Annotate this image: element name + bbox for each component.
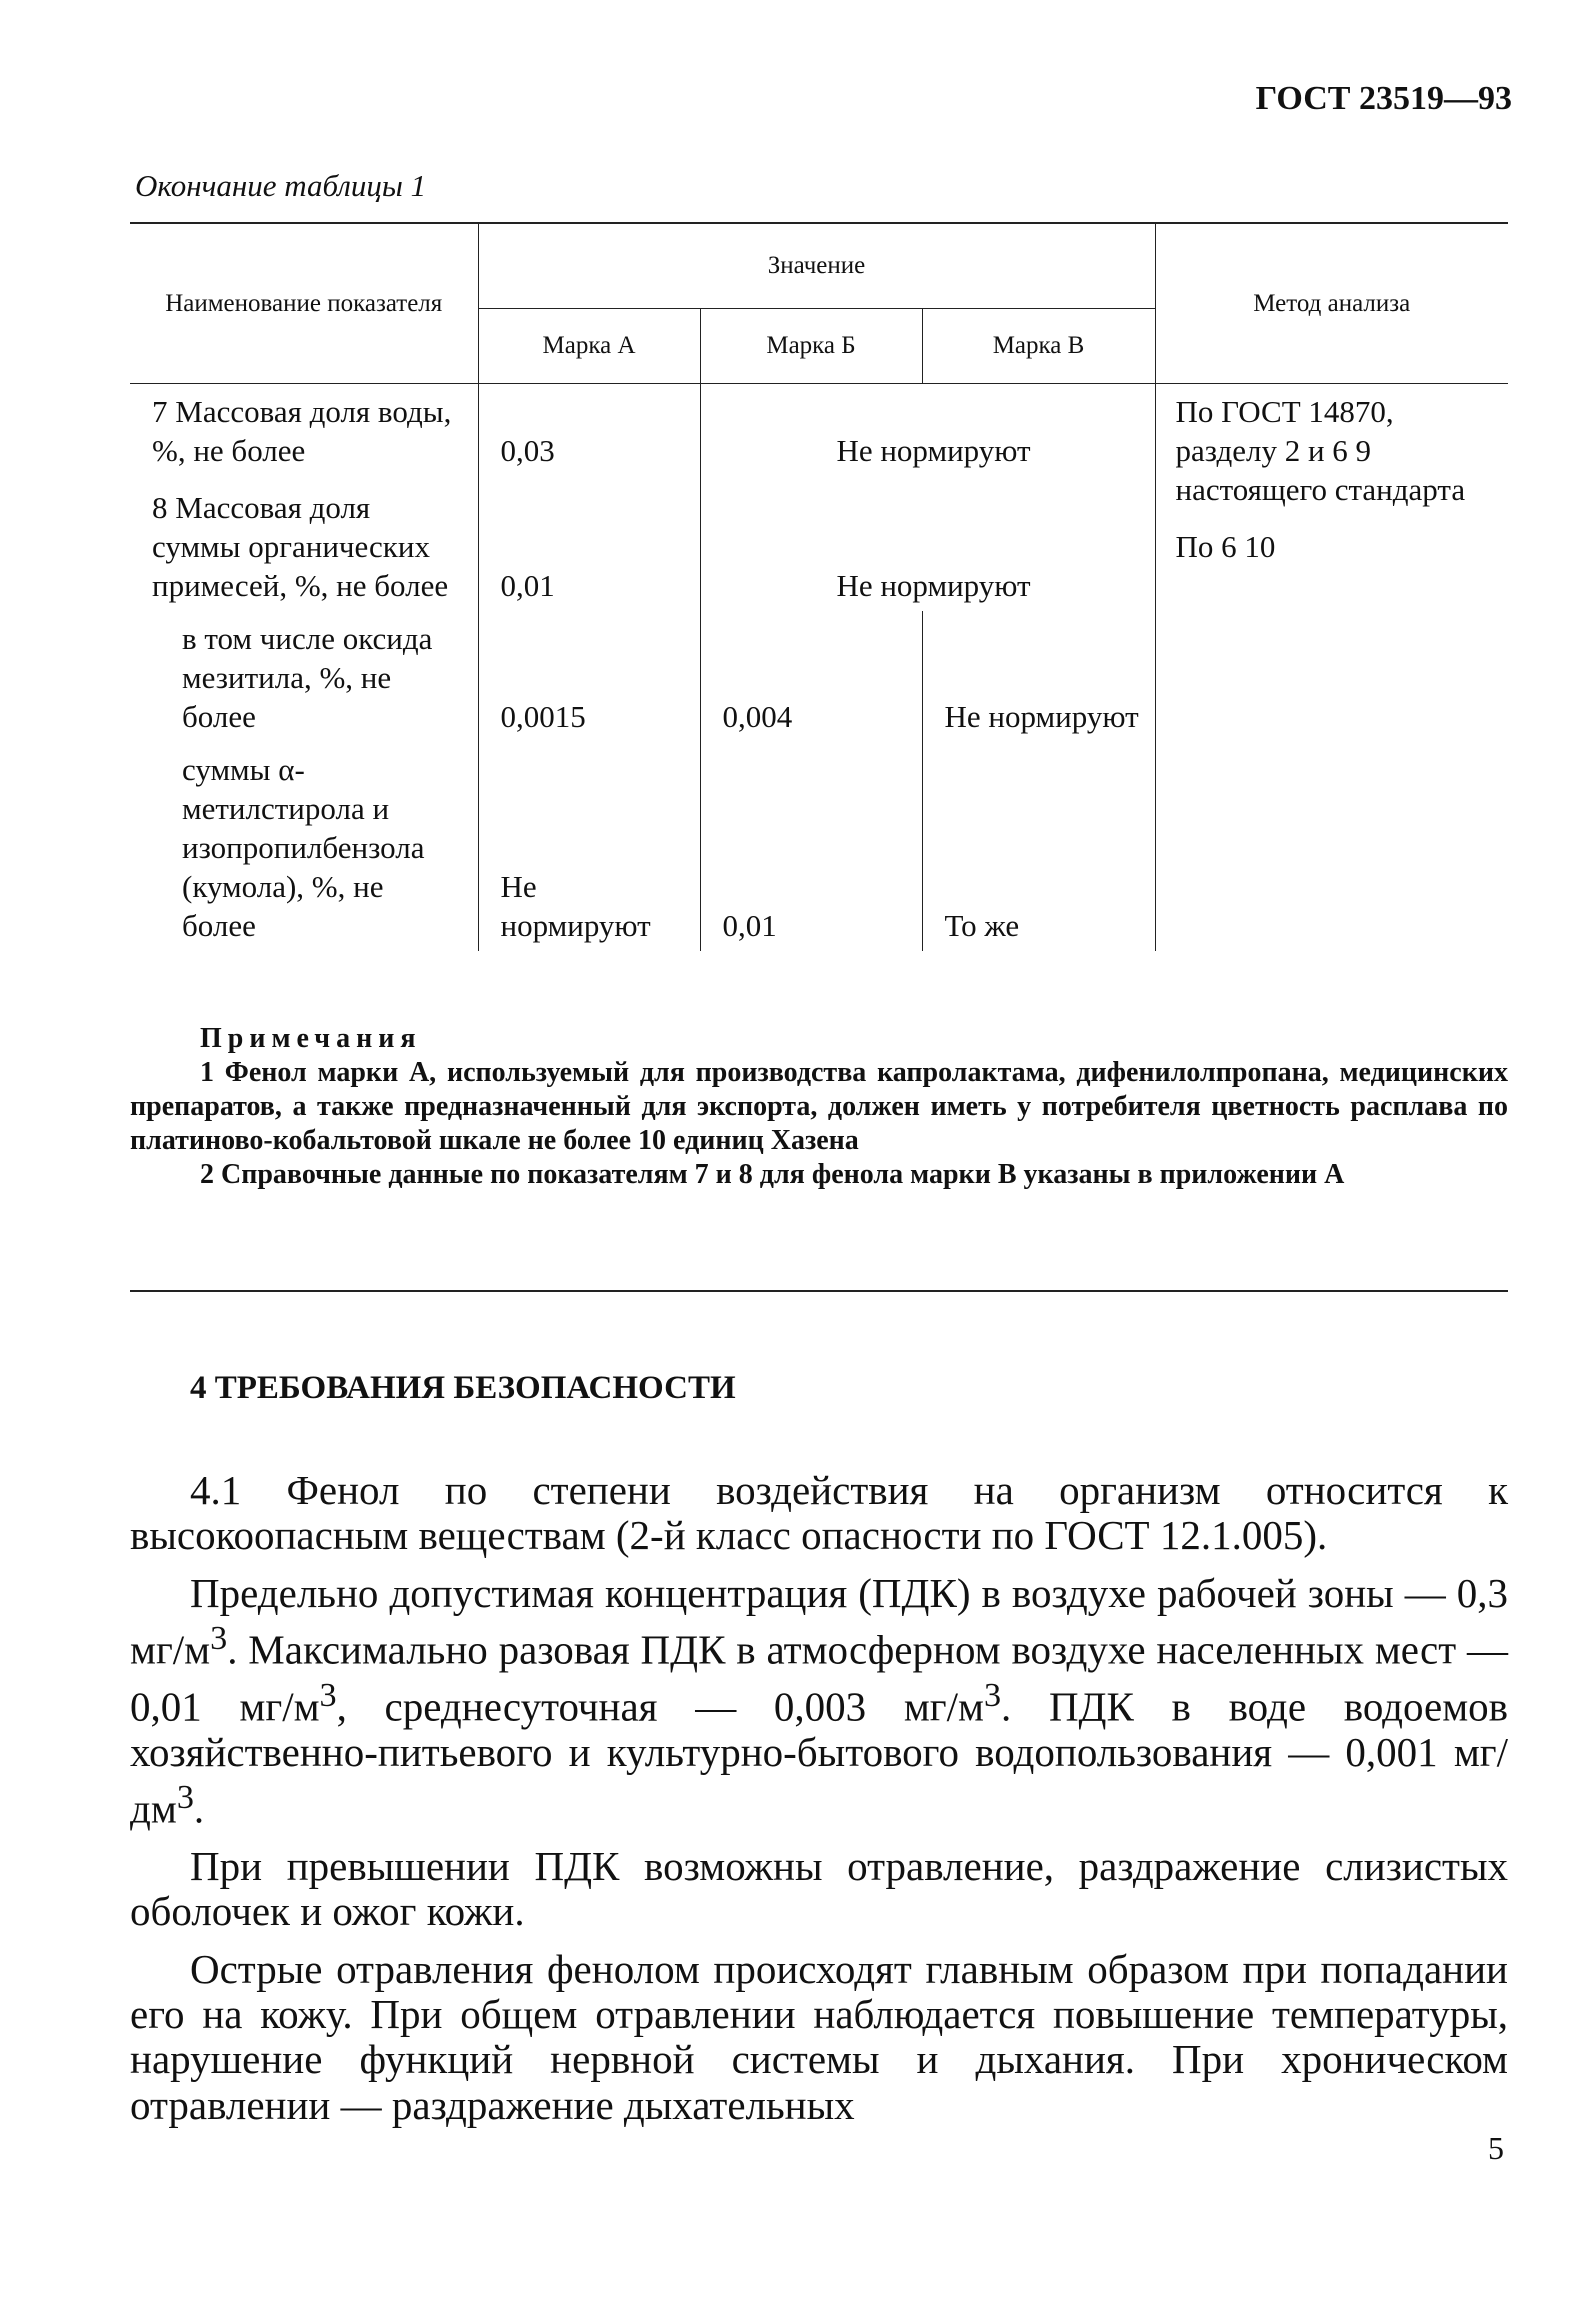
row-grade-v: Не нормируют xyxy=(922,611,1155,742)
row-name: 7 Массовая доля воды, %, не более xyxy=(130,384,478,477)
header-grade-a: Марка А xyxy=(478,309,700,384)
specification-table xyxy=(130,222,1508,951)
header-grade-b: Марка Б xyxy=(700,309,922,384)
body-paragraph: Острые отравления фенолом происходят главным образом при попадании его на кожу. При общем отравлении наблюдается повышение температуры, нарушение функций нервной системы и дыхания. При хроническом отравлении — раздражение дыхательных xyxy=(130,1945,1508,2128)
text-span: . Максимально разовая ПДК в атмосферном воздухе населенных мест — 0,01 мг/м xyxy=(130,1626,1508,1730)
body-paragraph xyxy=(130,1571,1508,1832)
row-grade-a: 0,03 xyxy=(478,384,700,477)
row-method: По 6 10 xyxy=(1175,529,1276,564)
text-span: . xyxy=(193,1785,205,1832)
document-code: ГОСТ 23519—93 xyxy=(1255,80,1512,117)
text-span: Предельно допустимая концентрация (ПДК) в воздухе рабочей зоны — 0,3 мг/м xyxy=(130,1569,1508,1673)
header-grade-v: Марка В xyxy=(922,309,1155,384)
note-item: 2 Справочные данные по показателям 7 и 8 для фенола марки В указаны в приложении А xyxy=(200,1159,1345,1190)
section-heading: 4 ТРЕБОВАНИЯ БЕЗОПАСНОСТИ xyxy=(190,1370,736,1406)
row-grade-a: 0,0015 xyxy=(478,611,700,742)
row-grade-v: То же xyxy=(922,742,1155,951)
row-method-block xyxy=(1155,384,1508,952)
header-value-group: Значение xyxy=(478,223,1155,309)
body-paragraph: 4.1 Фенол по степени воздействия на организм относится к высокоопасным веществам (2-й класс опасности по ГОСТ 12.1.005). xyxy=(130,1467,1508,1559)
row-grade-b: 0,01 xyxy=(700,742,922,951)
table-row xyxy=(130,384,1508,477)
row-grades-bv: Не нормируют xyxy=(700,476,1155,611)
text-span: , среднесуточная — 0,003 мг/м xyxy=(336,1683,984,1730)
page-number: 5 xyxy=(1488,2130,1504,2166)
table-notes xyxy=(130,1022,1508,1192)
table-header-row xyxy=(130,223,1508,309)
text-span: . ПДК в воде водоемов хозяйственно-питьевого и культурно-бытового водопользования — 0,001 мг/дм xyxy=(130,1683,1508,1832)
body-paragraph: При превышении ПДК возможны отравление, раздражение слизистых оболочек и ожог кожи. xyxy=(130,1843,1508,1935)
header-method: Метод анализа xyxy=(1155,223,1508,384)
header-name: Наименование показателя xyxy=(130,223,478,384)
row-method: По ГОСТ 14870, разделу 2 и 6 9 настоящего стандарта xyxy=(1175,394,1466,507)
row-name: суммы α-метилстирола и изопропилбензола (кумола), %, не более xyxy=(130,742,478,951)
row-grade-a: Не нормируют xyxy=(478,742,700,951)
row-grades-bv: Не нормируют xyxy=(700,384,1155,477)
row-grade-b: 0,004 xyxy=(700,611,922,742)
table-caption: Окончание таблицы 1 xyxy=(135,168,427,203)
row-name: в том числе оксида мезитила, %, не более xyxy=(130,611,478,742)
notes-title: Примечания xyxy=(200,1023,422,1054)
notes-divider xyxy=(130,1290,1508,1292)
superscript: 3 xyxy=(983,1676,1002,1714)
note-item: 1 Фенол марки А, используемый для производства капролактама, дифенилолпропана, медицинских препаратов, а также предназначенный для экспорта, должен иметь у потребителя цветность расплава по платиново-кобальтовой шкале не более 10 единиц Хазена xyxy=(130,1057,1508,1156)
superscript: 3 xyxy=(210,1619,228,1657)
row-grade-a: 0,01 xyxy=(478,476,700,611)
section-body xyxy=(130,1468,1508,2140)
superscript: 3 xyxy=(319,1676,337,1714)
row-name: 8 Массовая доля суммы органических примесей, %, не более xyxy=(130,476,478,611)
superscript: 3 xyxy=(176,1779,194,1817)
